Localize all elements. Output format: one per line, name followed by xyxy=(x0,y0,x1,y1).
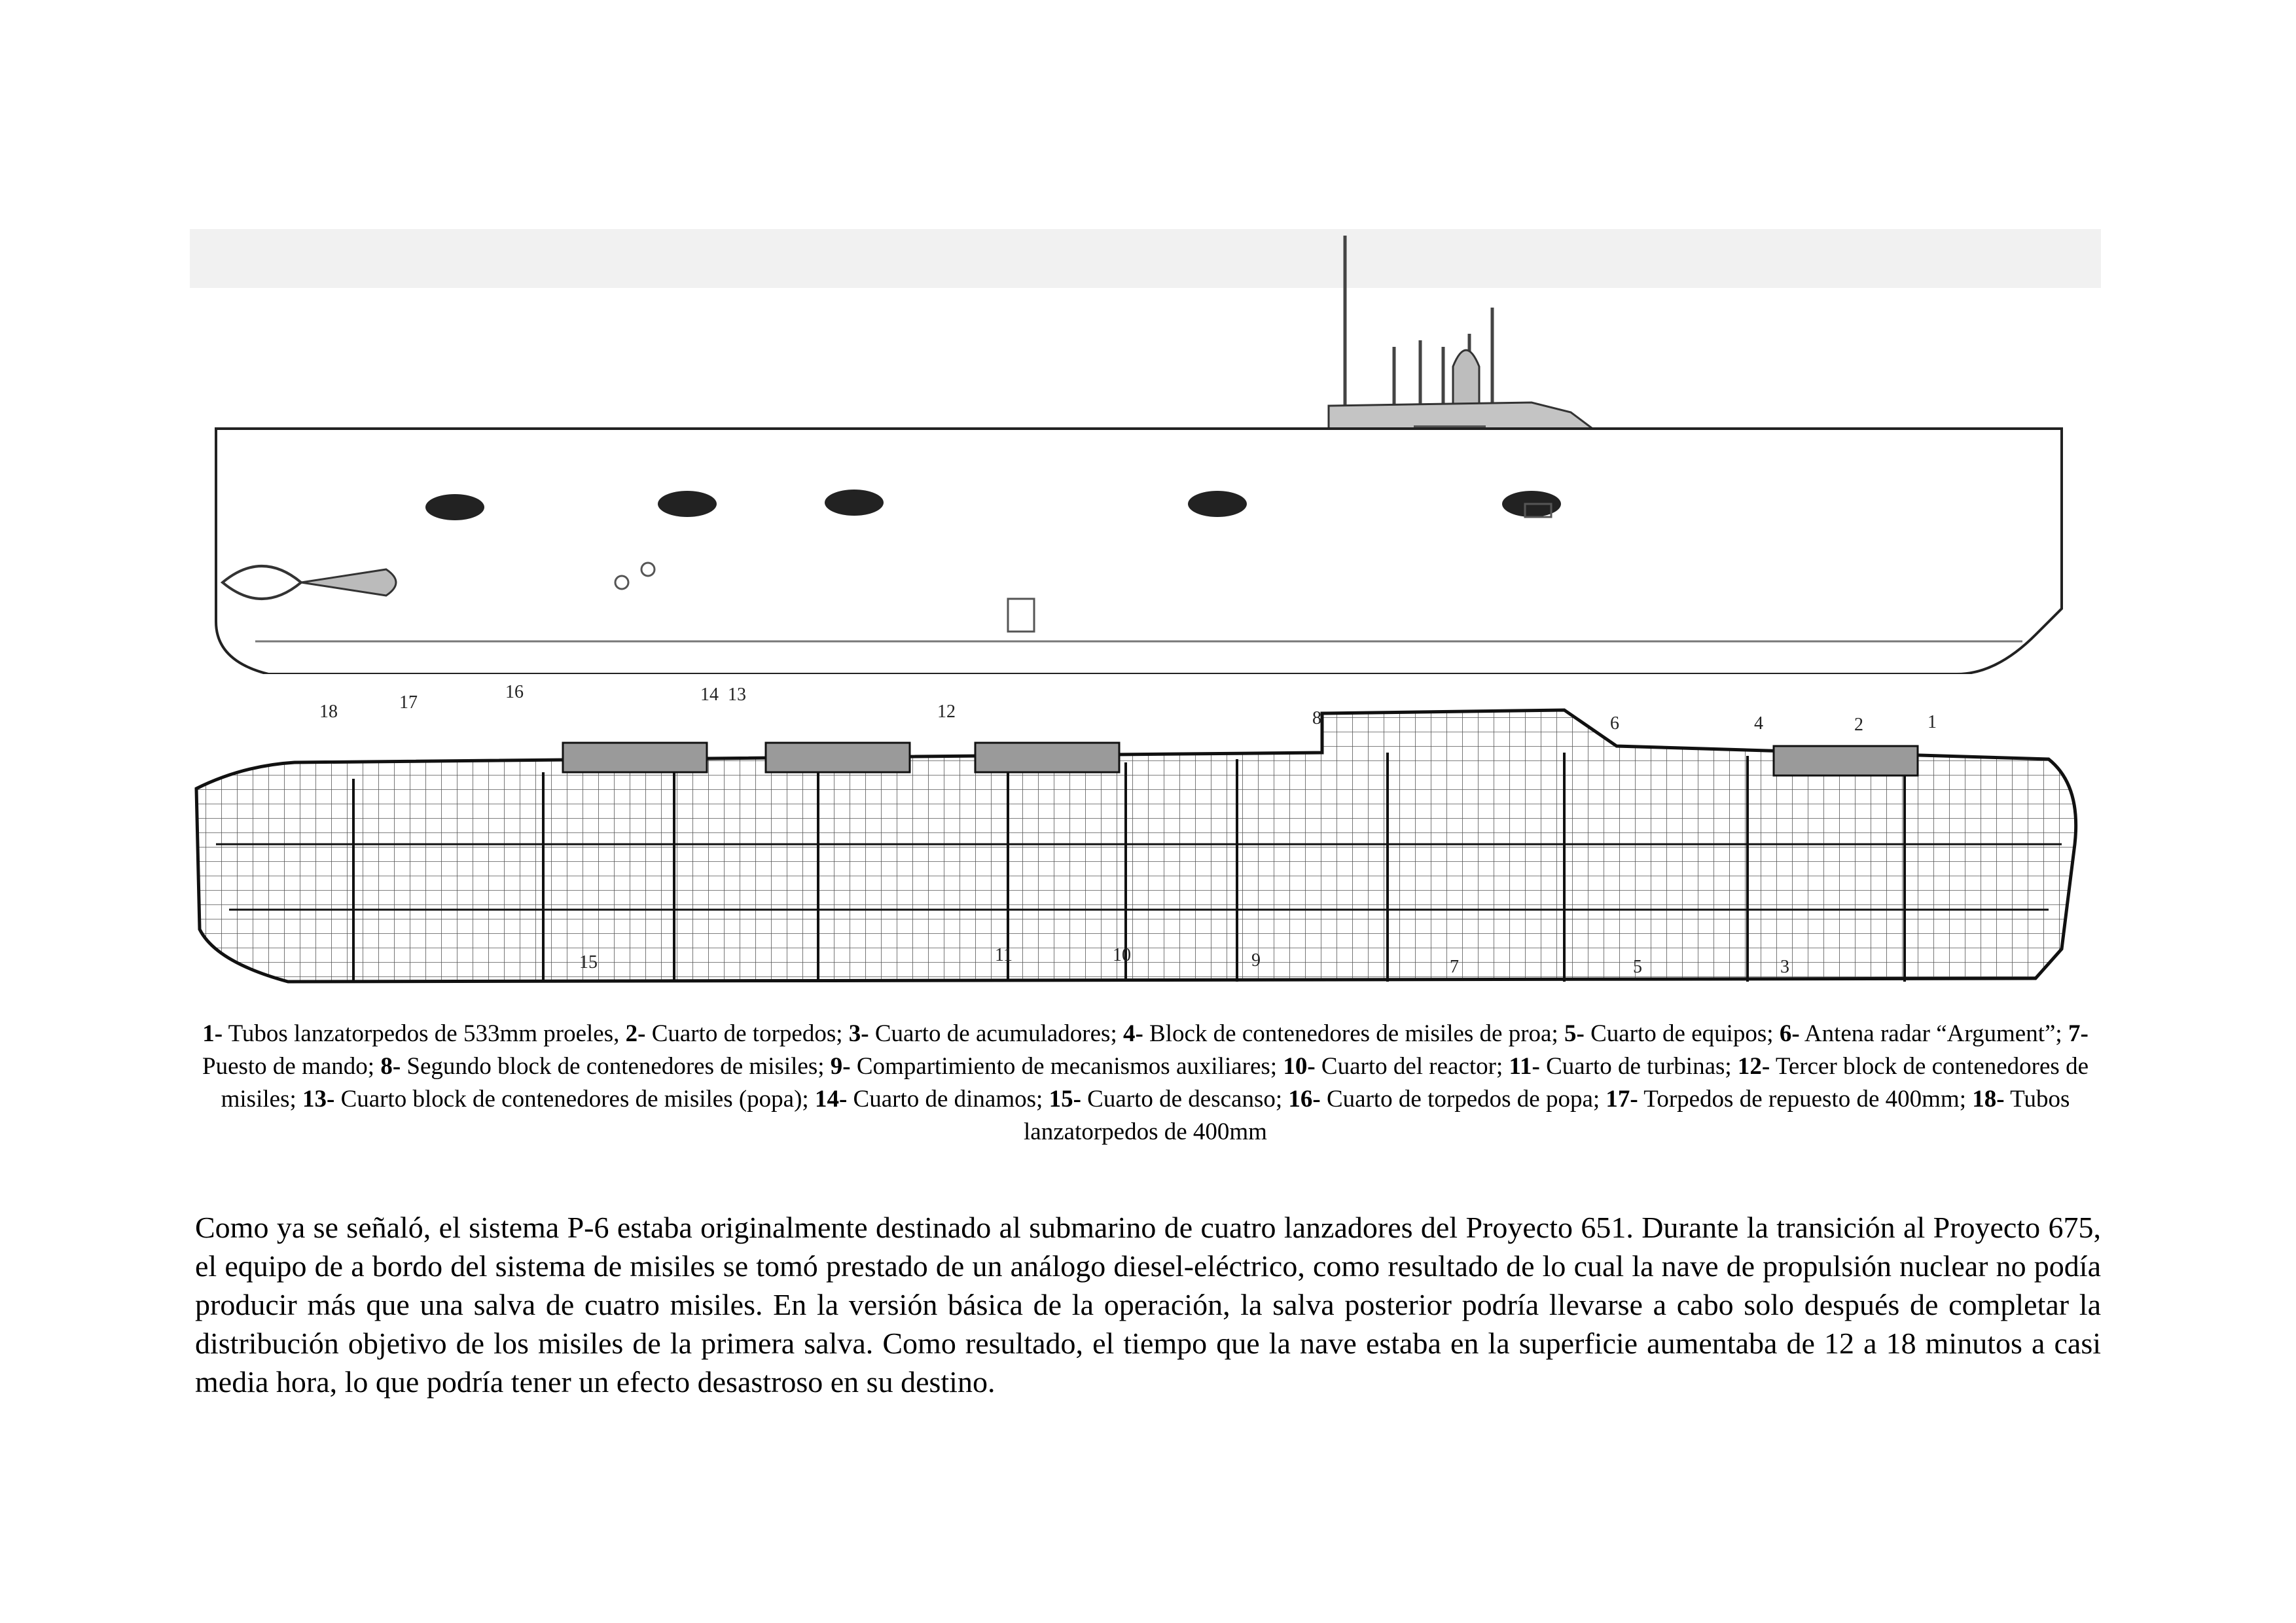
label-13: 13 xyxy=(728,685,746,705)
label-3: 3 xyxy=(1780,957,1789,977)
caption-item-text: Torpedos de repuesto de 400mm; xyxy=(1638,1086,1973,1113)
label-14: 14 xyxy=(700,685,719,705)
caption-item-text: Cuarto del reactor; xyxy=(1315,1053,1509,1080)
label-1: 1 xyxy=(1928,712,1937,732)
caption-item-text: Cuarto de turbinas; xyxy=(1539,1053,1738,1080)
caption-item-text: Cuarto de torpedos; xyxy=(645,1020,849,1047)
caption-item-number: 3- xyxy=(848,1020,869,1047)
caption-item-number: 15- xyxy=(1049,1086,1081,1113)
caption-item-number: 2- xyxy=(625,1020,646,1047)
caption-item-number: 4- xyxy=(1122,1020,1143,1047)
label-6: 6 xyxy=(1610,713,1619,734)
body-paragraph: Como ya se señaló, el sistema P-6 estaba originalmente destinado al submarino de cuatro lanzadores del Proyecto 651. Durante la transición al Proyecto 675, el equipo de a bordo del sistema de misiles se tomó prestado de un análogo diesel-eléctrico, como resultado de lo cual la nave de propulsión nuclear no podía producir más que una salva de cuatro misiles. En la versión básica de la operación, la salva posterior podría llevarse a cabo solo después de completar la distribución objetivo de los misiles de la primera salva. Como resultado, el tiempo que la nave estaba en la superficie aumentaba de 12 a 18 minutos a casi media hora, lo que podría tener un efecto desastroso en su destino. xyxy=(195,1211,2101,1399)
label-16: 16 xyxy=(505,682,524,702)
caption-item-number: 11- xyxy=(1509,1053,1540,1080)
label-4: 4 xyxy=(1754,713,1763,734)
figure-caption xyxy=(196,1018,2094,1149)
caption-item-text: Tercer block de contenedores de misiles; xyxy=(221,1053,2089,1113)
caption-item-text: Cuarto de descanso; xyxy=(1081,1086,1289,1113)
caption-item-number: 18- xyxy=(1972,1086,2005,1113)
caption-item-text: Compartimiento de mecanismos auxiliares; xyxy=(850,1053,1283,1080)
caption-item-number: 16- xyxy=(1288,1086,1321,1113)
caption-item-text: Puesto de mando; xyxy=(202,1053,381,1080)
caption-item-number: 1- xyxy=(202,1020,223,1047)
label-17: 17 xyxy=(399,692,418,713)
label-2: 2 xyxy=(1854,715,1863,735)
caption-item-number: 6- xyxy=(1779,1020,1800,1047)
caption-item-text: Segundo block de contenedores de misiles; xyxy=(401,1053,831,1080)
label-18: 18 xyxy=(319,702,338,722)
label-10: 10 xyxy=(1113,945,1131,965)
label-8: 8 xyxy=(1312,708,1321,728)
caption-item-number: 17- xyxy=(1605,1086,1638,1113)
caption-item-text: Tubos lanzatorpedos de 400mm xyxy=(1024,1086,2070,1145)
label-9: 9 xyxy=(1251,950,1261,971)
caption-item-text: Tubos lanzatorpedos de 533mm proeles, xyxy=(223,1020,626,1047)
caption-item-number: 10- xyxy=(1283,1053,1316,1080)
caption-item-number: 13- xyxy=(302,1086,335,1113)
caption-item-text: Cuarto de torpedos de popa; xyxy=(1320,1086,1606,1113)
caption-item-text: Cuarto de equipos; xyxy=(1584,1020,1780,1047)
label-5: 5 xyxy=(1633,957,1642,977)
label-12: 12 xyxy=(937,702,956,722)
caption-item-number: 12- xyxy=(1737,1053,1770,1080)
caption-item-text: Block de contenedores de misiles de proa; xyxy=(1143,1020,1564,1047)
caption-item-number: 5- xyxy=(1564,1020,1585,1047)
caption-item-number: 7- xyxy=(2068,1020,2089,1047)
caption-item-text: Cuarto block de contenedores de misiles (popa); xyxy=(334,1086,815,1113)
caption-item-number: 9- xyxy=(830,1053,851,1080)
caption-item-text: Cuarto de acumuladores; xyxy=(869,1020,1123,1047)
caption-item-text: Antena radar “Argument”; xyxy=(1799,1020,2068,1047)
label-7: 7 xyxy=(1450,957,1459,977)
caption-item-text: Cuarto de dinamos; xyxy=(847,1086,1049,1113)
label-15: 15 xyxy=(579,952,598,972)
submarine-profile-drawing xyxy=(190,216,2101,674)
caption-item-number: 8- xyxy=(380,1053,401,1080)
caption-item-number: 14- xyxy=(814,1086,848,1113)
submarine-cutaway-drawing xyxy=(190,674,2101,1001)
label-11: 11 xyxy=(995,945,1013,965)
